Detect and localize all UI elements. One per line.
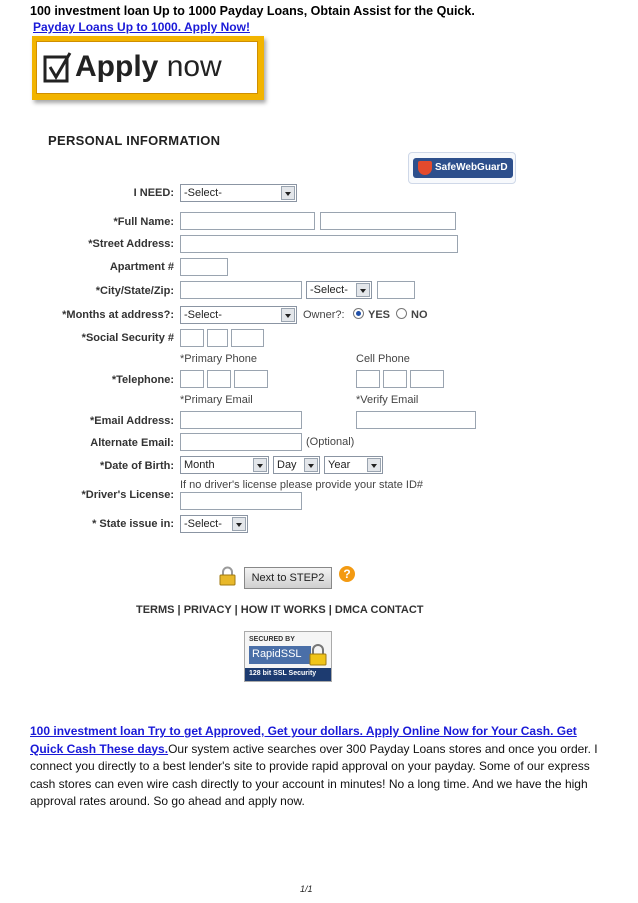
street-input[interactable] [180, 235, 458, 253]
chevron-down-icon [232, 517, 246, 531]
lock-icon [219, 566, 236, 586]
document-title: 100 investment loan Up to 1000 Payday Loans, Obtain Assist for the Quick. [30, 4, 475, 18]
cell-prefix-input[interactable] [383, 370, 407, 388]
first-name-input[interactable] [180, 212, 315, 230]
help-icon[interactable]: ? [339, 566, 355, 582]
city-label: *City/State/Zip: [95, 285, 174, 297]
owner-no-label: NO [411, 309, 428, 321]
apply-now-banner[interactable] [32, 36, 264, 100]
apartment-input[interactable] [180, 258, 228, 276]
need-select-value: -Select- [184, 187, 222, 199]
need-label: I NEED: [133, 187, 174, 199]
need-select[interactable] [180, 184, 297, 202]
alt-email-label: Alternate Email: [90, 437, 174, 449]
verify-email-input[interactable] [356, 411, 476, 429]
shield-icon [418, 161, 432, 175]
cell-phone-caption: Cell Phone [356, 353, 410, 365]
city-input[interactable] [180, 281, 302, 299]
rapidssl-badge [244, 631, 332, 682]
now-word: now [166, 50, 222, 83]
cell-area-input[interactable] [356, 370, 380, 388]
dob-month-select[interactable] [180, 456, 269, 474]
owner-no-radio[interactable] [396, 308, 407, 319]
full-name-label: *Full Name: [113, 216, 174, 228]
state-issue-value: -Select- [184, 518, 222, 530]
ssl-brand: RapidSSL [249, 646, 311, 664]
dob-year-select[interactable] [324, 456, 383, 474]
dob-day-value: Day [277, 459, 297, 471]
padlock-icon [309, 644, 327, 666]
ssn-part3-input[interactable] [231, 329, 264, 347]
body-link[interactable]: 100 investment loan Try to get Approved, Get your dollars. Apply Online Now for Your Cash. Get Quick Cash These days. [30, 724, 577, 756]
email-label: *Email Address: [90, 415, 174, 427]
primary-phone-caption: *Primary Phone [180, 353, 258, 365]
apartment-label: Apartment # [109, 261, 174, 273]
months-select-value: -Select- [184, 309, 222, 321]
street-label: *Street Address: [88, 238, 174, 250]
dob-label: *Date of Birth: [100, 460, 174, 472]
months-label: *Months at address?: [62, 309, 174, 321]
owner-yes-radio[interactable] [353, 308, 364, 319]
dob-day-select[interactable] [273, 456, 320, 474]
ssn-label: *Social Security # [81, 332, 174, 344]
months-select[interactable] [180, 306, 297, 324]
owner-yes-label: YES [368, 309, 391, 321]
next-step-button[interactable]: Next to STEP2 [244, 567, 332, 589]
state-select-value: -Select- [310, 284, 348, 296]
state-select[interactable] [306, 281, 372, 299]
body-paragraph [30, 723, 610, 811]
cell-line-input[interactable] [410, 370, 444, 388]
email-input[interactable] [180, 411, 302, 429]
zip-input[interactable] [377, 281, 415, 299]
owner-label: Owner?: [303, 309, 345, 321]
safewebguard-logo: SafeWebGuarD [413, 158, 513, 178]
ssl-strength: 128 bit SSL Security [245, 668, 331, 681]
license-input[interactable] [180, 492, 302, 510]
verify-email-caption: *Verify Email [356, 394, 419, 406]
alt-email-input[interactable] [180, 433, 302, 451]
telephone-label: *Telephone: [111, 374, 174, 386]
optional-note: (Optional) [306, 436, 355, 448]
phone-line-input[interactable] [234, 370, 268, 388]
ssn-part2-input[interactable] [207, 329, 228, 347]
state-issue-label: * State issue in: [92, 518, 174, 530]
safewebguard-badge [408, 152, 516, 184]
body-text: Our system active searches over 300 Payday Loans stores and once you order. I connect you directly to a best lender's site to provide rapid approval on your payday. Some of our express cash stores can even wire cash directly to your account in minutes! No a long time. And we have the high approval rates around. So go ahead and apply now. [30, 741, 598, 808]
section-title: PERSONAL INFORMATION [48, 133, 221, 148]
page-number: 1/1 [300, 884, 313, 894]
phone-prefix-input[interactable] [207, 370, 231, 388]
chevron-down-icon [281, 308, 295, 322]
chevron-down-icon [367, 458, 381, 472]
chevron-down-icon [253, 458, 267, 472]
footer-links[interactable]: TERMS | PRIVACY | HOW IT WORKS | DMCA CONTACT [136, 604, 424, 616]
dob-month-value: Month [184, 459, 215, 471]
primary-email-caption: *Primary Email [180, 394, 253, 406]
apply-now-link[interactable]: Payday Loans Up to 1000. Apply Now! [33, 20, 250, 34]
checkbox-icon [43, 51, 73, 85]
phone-area-input[interactable] [180, 370, 204, 388]
license-note: If no driver's license please provide your state ID# [180, 479, 423, 491]
chevron-down-icon [281, 186, 295, 200]
chevron-down-icon [304, 458, 318, 472]
ssl-secured-by: SECURED BY [249, 636, 295, 643]
license-label: *Driver's License: [81, 489, 174, 501]
chevron-down-icon [356, 283, 370, 297]
ssn-part1-input[interactable] [180, 329, 204, 347]
apply-now-text [75, 50, 222, 84]
dob-year-value: Year [328, 459, 351, 471]
last-name-input[interactable] [320, 212, 456, 230]
state-issue-select[interactable] [180, 515, 248, 533]
apply-word: Apply [75, 50, 159, 83]
